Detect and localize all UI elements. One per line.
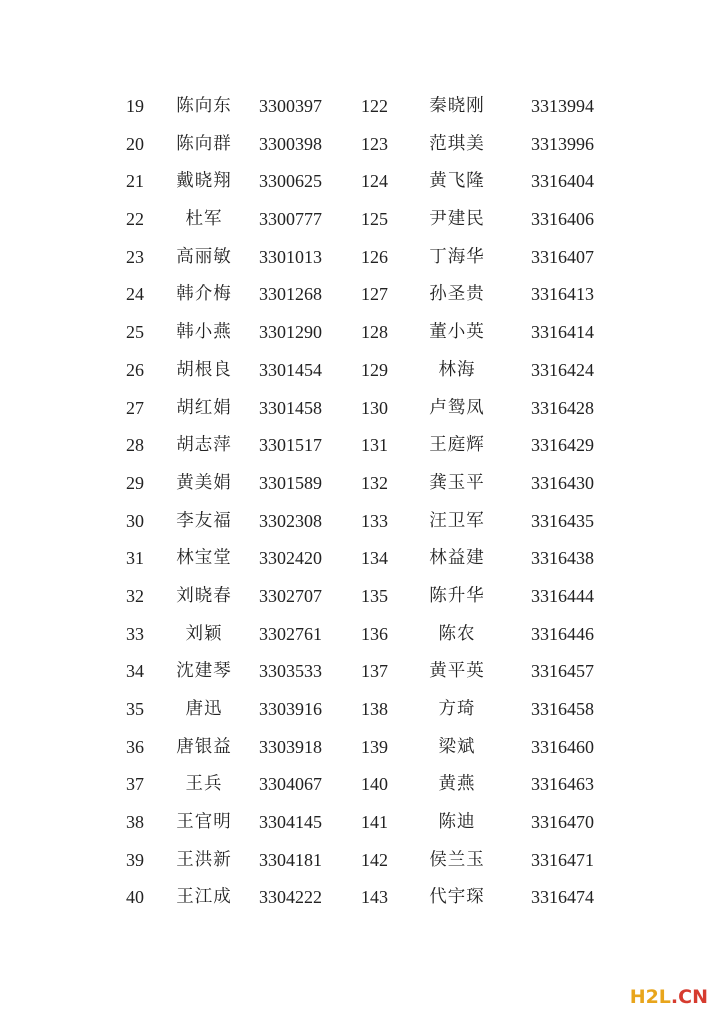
person-name-left: 沈建琴 — [176, 661, 232, 682]
roster-row — [0, 126, 720, 164]
serial-number-right: 126 — [361, 246, 388, 267]
roster-row — [0, 540, 720, 578]
serial-number-right: 125 — [361, 209, 388, 230]
person-name-left: 高丽敏 — [176, 246, 232, 267]
serial-number-right: 127 — [361, 284, 388, 305]
member-id-left: 3302420 — [259, 548, 322, 569]
person-name-left: 胡根良 — [176, 359, 232, 380]
person-name-right: 汪卫军 — [429, 510, 485, 531]
roster-row — [0, 653, 720, 691]
person-name-right: 孙圣贵 — [429, 284, 485, 305]
serial-number-right: 133 — [361, 510, 388, 531]
member-id-left: 3303916 — [259, 699, 322, 719]
person-name-right: 梁斌 — [438, 736, 476, 757]
serial-number-right: 122 — [361, 96, 388, 116]
roster-row — [0, 842, 720, 880]
member-id-left: 3304222 — [259, 887, 322, 908]
roster-row — [0, 729, 720, 767]
member-id-left: 3301013 — [259, 246, 322, 267]
member-id-left: 3302761 — [259, 623, 322, 644]
serial-number-left: 31 — [126, 548, 144, 569]
roster-row — [0, 578, 720, 616]
person-name-right: 黄飞隆 — [429, 171, 485, 192]
member-id-right: 3316428 — [531, 397, 594, 418]
person-name-left: 刘颖 — [185, 623, 223, 644]
roster-row — [0, 88, 720, 126]
member-id-right: 3316404 — [531, 171, 594, 192]
member-id-left: 3304181 — [259, 849, 322, 870]
person-name-left: 戴晓翔 — [176, 171, 232, 192]
member-id-left: 3303533 — [259, 661, 322, 682]
serial-number-left: 36 — [126, 736, 144, 757]
serial-number-left: 26 — [126, 359, 144, 380]
serial-number-right: 140 — [361, 774, 388, 795]
roster-row — [0, 201, 720, 239]
serial-number-right: 143 — [361, 887, 388, 908]
person-name-left: 胡志萍 — [176, 435, 232, 456]
member-id-right: 3316458 — [531, 699, 594, 719]
person-name-right: 龚玉平 — [429, 472, 485, 493]
serial-number-left: 24 — [126, 284, 144, 305]
member-id-left: 3301517 — [259, 435, 322, 456]
serial-number-right: 135 — [361, 585, 388, 606]
member-id-left: 3302707 — [259, 585, 322, 606]
serial-number-right: 129 — [361, 359, 388, 380]
roster-row — [0, 616, 720, 654]
serial-number-left: 35 — [126, 699, 144, 719]
member-id-right: 3316406 — [531, 209, 594, 230]
person-name-right: 陈农 — [438, 623, 476, 644]
member-id-left: 3303918 — [259, 736, 322, 757]
serial-number-left: 25 — [126, 322, 144, 343]
member-id-left: 3300777 — [259, 209, 322, 230]
person-name-left: 韩小燕 — [176, 322, 232, 343]
roster-row — [0, 163, 720, 201]
person-name-left: 黄美娟 — [176, 472, 232, 493]
member-id-right: 3316460 — [531, 736, 594, 757]
serial-number-left: 27 — [126, 397, 144, 418]
roster-row — [0, 427, 720, 465]
person-name-left: 林宝堂 — [176, 548, 232, 569]
serial-number-right: 138 — [361, 699, 388, 719]
person-name-right: 林益建 — [429, 548, 485, 569]
member-id-left: 3300625 — [259, 171, 322, 192]
person-name-right: 尹建民 — [429, 209, 485, 230]
person-name-left: 陈向群 — [176, 133, 232, 154]
serial-number-left: 38 — [126, 812, 144, 833]
watermark-h2l: H2L — [629, 986, 671, 1008]
member-id-right: 3316463 — [531, 774, 594, 795]
person-name-left: 陈向东 — [176, 96, 232, 116]
member-id-right: 3313996 — [531, 133, 594, 154]
member-id-right: 3316424 — [531, 359, 594, 380]
person-name-right: 董小英 — [429, 322, 485, 343]
person-name-right: 黄燕 — [438, 774, 476, 795]
person-name-left: 李友福 — [176, 510, 232, 531]
member-id-left: 3304145 — [259, 812, 322, 833]
person-name-left: 杜军 — [185, 209, 223, 230]
member-id-right: 3316435 — [531, 510, 594, 531]
serial-number-right: 132 — [361, 472, 388, 493]
serial-number-left: 20 — [126, 133, 144, 154]
member-id-right: 3316413 — [531, 284, 594, 305]
person-name-right: 代宇琛 — [429, 887, 485, 908]
roster-row — [0, 314, 720, 352]
member-id-left: 3300397 — [259, 96, 322, 116]
serial-number-right: 139 — [361, 736, 388, 757]
person-name-left: 唐迅 — [185, 699, 223, 719]
member-id-right: 3316429 — [531, 435, 594, 456]
roster-row — [0, 804, 720, 842]
roster-row — [0, 503, 720, 541]
member-id-left: 3301458 — [259, 397, 322, 418]
roster-row — [0, 691, 720, 729]
serial-number-right: 142 — [361, 849, 388, 870]
member-id-right: 3316474 — [531, 887, 594, 908]
roster-row — [0, 766, 720, 804]
person-name-left: 王洪新 — [176, 849, 232, 870]
serial-number-right: 136 — [361, 623, 388, 644]
serial-number-right: 123 — [361, 133, 388, 154]
roster-row — [0, 465, 720, 503]
serial-number-left: 40 — [126, 887, 144, 908]
serial-number-left: 33 — [126, 623, 144, 644]
watermark-cn: .CN — [670, 986, 708, 1008]
person-name-left: 王官明 — [176, 812, 232, 833]
serial-number-right: 128 — [361, 322, 388, 343]
serial-number-right: 134 — [361, 548, 388, 569]
member-id-right: 3316471 — [531, 849, 594, 870]
member-id-right: 3316470 — [531, 812, 594, 833]
roster-list — [0, 88, 720, 917]
person-name-right: 丁海华 — [429, 246, 485, 267]
roster-row — [0, 239, 720, 277]
member-id-left: 3301268 — [259, 284, 322, 305]
serial-number-left: 34 — [126, 661, 144, 682]
roster-row — [0, 390, 720, 428]
serial-number-right: 137 — [361, 661, 388, 682]
roster-row — [0, 276, 720, 314]
member-id-right: 3313994 — [531, 96, 594, 116]
serial-number-right: 141 — [361, 812, 388, 833]
member-id-left: 3301290 — [259, 322, 322, 343]
person-name-right: 方琦 — [438, 699, 476, 719]
member-id-right: 3316414 — [531, 322, 594, 343]
serial-number-left: 37 — [126, 774, 144, 795]
roster-row — [0, 352, 720, 390]
member-id-right: 3316446 — [531, 623, 594, 644]
person-name-right: 黄平英 — [429, 661, 485, 682]
member-id-left: 3304067 — [259, 774, 322, 795]
member-id-right: 3316430 — [531, 472, 594, 493]
person-name-right: 卢鸳凤 — [429, 397, 485, 418]
serial-number-left: 19 — [126, 96, 144, 116]
person-name-left: 王兵 — [185, 774, 223, 795]
site-watermark-logo — [630, 986, 708, 1008]
person-name-left: 王江成 — [176, 887, 232, 908]
member-id-left: 3300398 — [259, 133, 322, 154]
serial-number-right: 131 — [361, 435, 388, 456]
serial-number-right: 130 — [361, 397, 388, 418]
member-id-left: 3301454 — [259, 359, 322, 380]
serial-number-left: 21 — [126, 171, 144, 192]
person-name-right: 秦晓刚 — [429, 96, 485, 116]
serial-number-left: 32 — [126, 585, 144, 606]
member-id-right: 3316438 — [531, 548, 594, 569]
person-name-right: 侯兰玉 — [429, 849, 485, 870]
person-name-right: 陈迪 — [438, 812, 476, 833]
person-name-right: 林海 — [438, 359, 476, 380]
member-id-right: 3316407 — [531, 246, 594, 267]
serial-number-left: 23 — [126, 246, 144, 267]
serial-number-left: 29 — [126, 472, 144, 493]
serial-number-left: 30 — [126, 510, 144, 531]
serial-number-left: 28 — [126, 435, 144, 456]
person-name-left: 韩介梅 — [176, 284, 232, 305]
person-name-right: 范琪美 — [429, 133, 485, 154]
person-name-left: 唐银益 — [176, 736, 232, 757]
person-name-left: 刘晓春 — [176, 585, 232, 606]
member-id-right: 3316457 — [531, 661, 594, 682]
roster-row — [0, 879, 720, 917]
member-id-right: 3316444 — [531, 585, 594, 606]
member-id-left: 3301589 — [259, 472, 322, 493]
member-id-left: 3302308 — [259, 510, 322, 531]
serial-number-right: 124 — [361, 171, 388, 192]
person-name-right: 陈升华 — [429, 585, 485, 606]
person-name-left: 胡红娟 — [176, 397, 232, 418]
serial-number-left: 39 — [126, 849, 144, 870]
person-name-right: 王庭辉 — [429, 435, 485, 456]
serial-number-left: 22 — [126, 209, 144, 230]
